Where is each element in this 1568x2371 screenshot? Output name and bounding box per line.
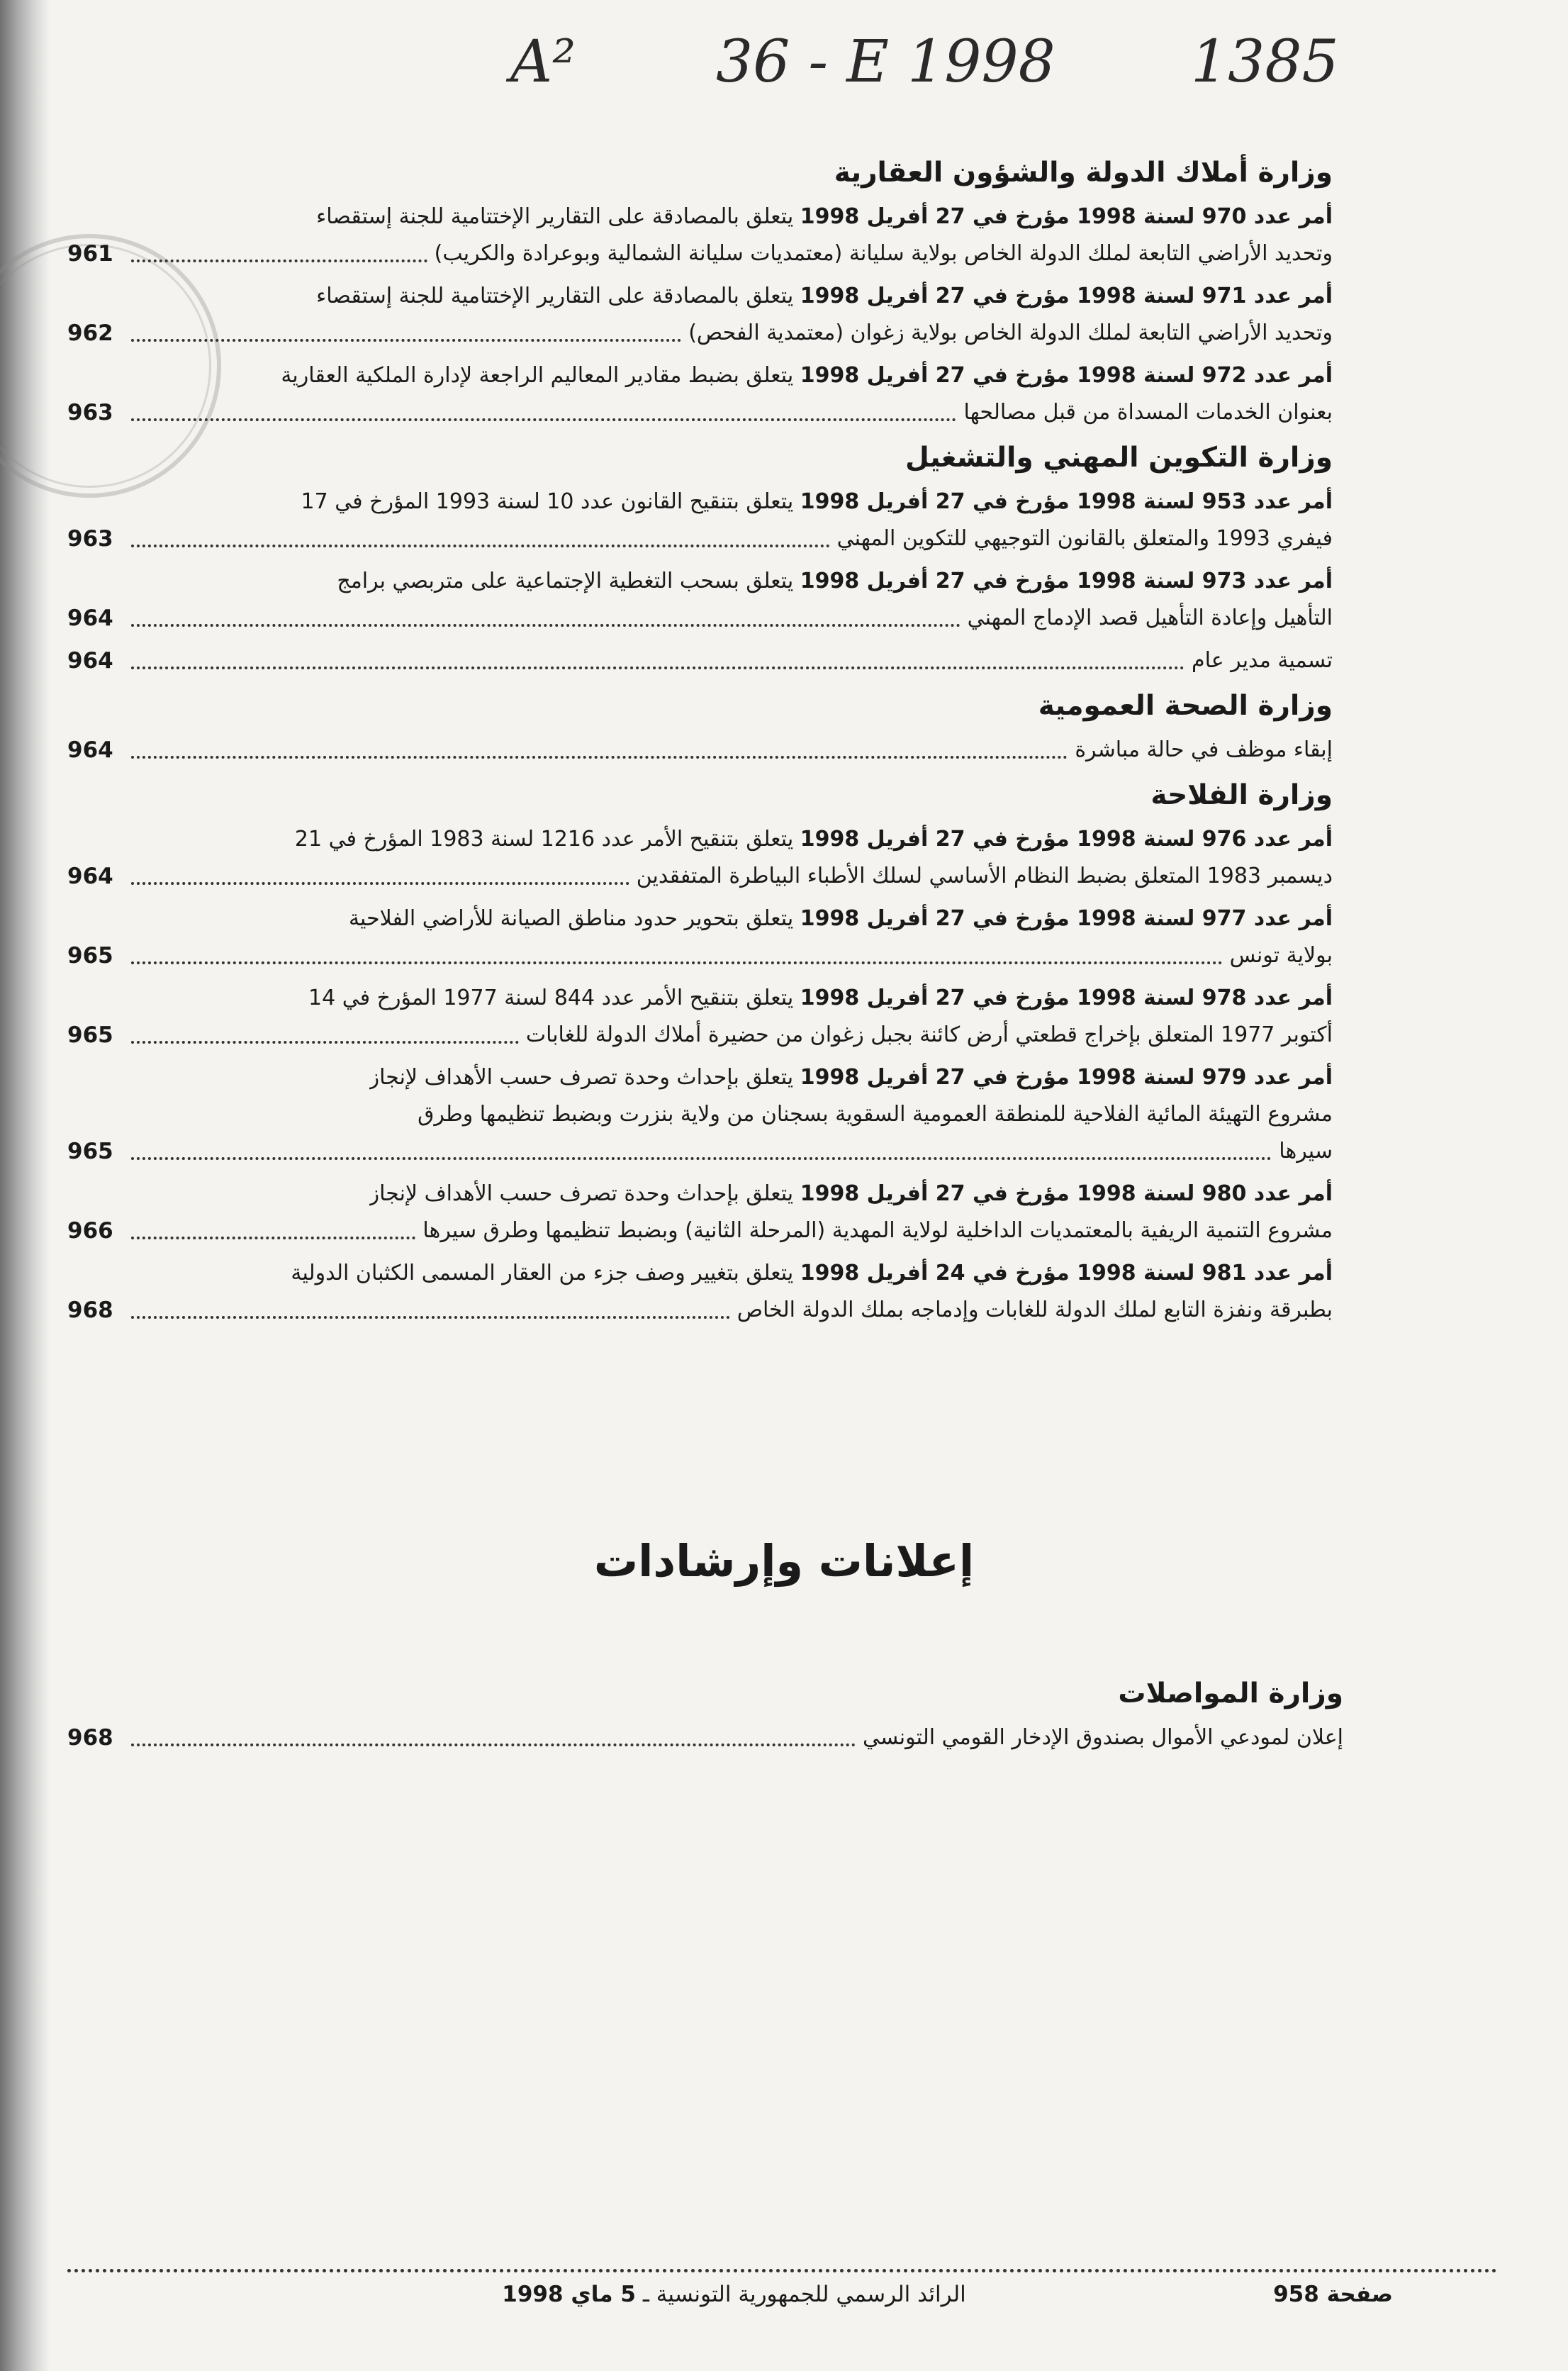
page-number: 964: [67, 864, 113, 889]
decree-text-continued: بعنوان الخدمات المسداة من قبل مصالحها: [963, 400, 1333, 425]
section-heading: وزارة الصحة العمومية: [1038, 690, 1333, 722]
list-item[interactable]: [67, 484, 1333, 557]
decree-text: يتعلق بتغيير وصف جزء من العقار المسمى الكثبان الدولية: [291, 1261, 794, 1285]
section-heading: وزارة الفلاحة: [1150, 779, 1333, 811]
list-item[interactable]: [67, 1255, 1333, 1329]
page-number: 961: [67, 241, 113, 267]
section-heading: وزارة أملاك الدولة والشؤون العقارية: [834, 157, 1333, 189]
footer-journal-name: الرائد الرسمي للجمهورية التونسية: [656, 2282, 966, 2307]
list-item[interactable]: [67, 980, 1333, 1054]
decree-text: يتعلق بتنقيح القانون عدد 10 لسنة 1993 المؤرخ في 17: [301, 489, 794, 514]
list-item[interactable]: [67, 900, 1333, 974]
decree-lead: أمر عدد 980 لسنة 1998 مؤرخ في 27 أفريل 1998: [800, 1181, 1333, 1206]
list-item[interactable]: [67, 1059, 1333, 1170]
page-number: 964: [67, 737, 113, 763]
decree-text-continued: بولاية تونس: [1229, 943, 1333, 968]
list-item[interactable]: [67, 732, 1333, 769]
decree-text: يتعلق بإحداث وحدة تصرف حسب الأهداف لإنجاز: [369, 1181, 794, 1206]
page-number: 965: [67, 943, 113, 969]
page-number: 962: [67, 320, 113, 346]
announcements-list: [67, 1670, 1343, 1762]
list-item[interactable]: [67, 1719, 1343, 1756]
list-item[interactable]: [67, 563, 1333, 637]
decree-lead: أمر عدد 976 لسنة 1998 مؤرخ في 27 أفريل 1998: [800, 827, 1333, 852]
footer-separator: ـ: [642, 2282, 649, 2307]
section-heading: وزارة التكوين المهني والتشغيل: [905, 442, 1333, 474]
decree-lead: أمر عدد 978 لسنة 1998 مؤرخ في 27 أفريل 1998: [800, 986, 1333, 1010]
decree-text: يتعلق بضبط مقادير المعاليم الراجعة لإدارة الملكية العقارية: [281, 363, 794, 388]
page-number: 964: [67, 606, 113, 631]
decree-text: يتعلق بإحداث وحدة تصرف حسب الأهداف لإنجاز: [369, 1065, 794, 1090]
page-number: 963: [67, 400, 113, 425]
decree-lead: أمر عدد 970 لسنة 1998 مؤرخ في 27 أفريل 1998: [800, 204, 1333, 229]
decree-lead: أمر عدد 971 لسنة 1998 مؤرخ في 27 أفريل 1998: [800, 284, 1333, 308]
decree-text-continued: بطبرقة ونفزة التابع لملك الدولة للغابات وإدماجه بملك الدولة الخاص: [737, 1298, 1333, 1322]
page-number: 968: [67, 1725, 113, 1751]
announcements-title: إعلانات وإرشادات: [593, 1535, 975, 1587]
section-heading: وزارة المواصلات: [1118, 1678, 1343, 1709]
decree-lead: أمر عدد 973 لسنة 1998 مؤرخ في 27 أفريل 1998: [800, 569, 1333, 593]
section-state-property: [67, 152, 1333, 431]
list-item[interactable]: [67, 642, 1333, 679]
section-agriculture: [67, 774, 1333, 1329]
decree-text: يتعلق بالمصادقة على التقارير الإختتامية للجنة إستقصاء: [316, 284, 794, 308]
page-footer: [67, 2282, 1393, 2307]
decree-text-continued: فيفري 1993 والمتعلق بالقانون التوجيهي للتكوين المهني: [836, 526, 1333, 551]
decree-text-continued: ديسمبر 1983 المتعلق بضبط النظام الأساسي لسلك الأطباء البياطرة المتفقدين: [636, 864, 1333, 888]
entry-text: إعلان لمودعي الأموال بصندوق الإدخار القومي التونسي: [862, 1725, 1343, 1750]
decree-text-continued: التأهيل وإعادة التأهيل قصد الإدماج المهني: [967, 606, 1333, 630]
list-item[interactable]: [67, 357, 1333, 431]
handwritten-ref-a: A²: [510, 28, 576, 96]
page-number: 966: [67, 1218, 113, 1244]
decree-lead: أمر عدد 972 لسنة 1998 مؤرخ في 27 أفريل 1998: [800, 363, 1333, 388]
table-of-contents: [67, 149, 1333, 1334]
entry-text: إبقاء موظف في حالة مباشرة: [1075, 737, 1333, 762]
handwritten-ref-c: 1385: [1191, 28, 1339, 96]
section-public-health: [67, 685, 1333, 769]
decree-text-continued: وتحديد الأراضي التابعة لملك الدولة الخاص بولاية زغوان (معتمدية الفحص): [688, 320, 1333, 345]
decree-text: يتعلق بالمصادقة على التقارير الإختتامية للجنة إستقصاء: [316, 204, 794, 229]
page-number: 968: [67, 1298, 113, 1323]
footer-page-label: صفحة 958: [1273, 2282, 1393, 2307]
decree-lead: أمر عدد 977 لسنة 1998 مؤرخ في 27 أفريل 1998: [800, 906, 1333, 931]
decree-text-end: سيرها: [1279, 1139, 1333, 1164]
page-number: 965: [67, 1139, 113, 1164]
decree-text: يتعلق بتنقيح الأمر عدد 1216 لسنة 1983 المؤرخ في 21: [294, 827, 794, 852]
decree-text-continued: مشروع التهيئة المائية الفلاحية للمنطقة العمومية السقوية بسجنان من ولاية بنزرت وبضبط تنظيمها وطرق: [418, 1102, 1333, 1127]
entry-text: تسمية مدير عام: [1192, 648, 1333, 673]
decree-text: يتعلق بسحب التغطية الإجتماعية على متربصي برامج: [337, 569, 794, 593]
decree-lead: أمر عدد 981 لسنة 1998 مؤرخ في 24 أفريل 1998: [800, 1261, 1333, 1285]
page-number: 964: [67, 648, 113, 674]
page-number: 965: [67, 1022, 113, 1048]
footer-divider: [67, 2269, 1497, 2272]
decree-text-continued: مشروع التنمية الريفية بالمعتمديات الداخلية لولاية المهدية (المرحلة الثانية) وبضبط تنظيمها وطرق سيرها: [422, 1218, 1333, 1243]
decree-text: يتعلق بتحوير حدود مناطق الصيانة للأراضي الفلاحية: [348, 906, 794, 931]
decree-text: يتعلق بتنقيح الأمر عدد 844 لسنة 1977 المؤرخ في 14: [308, 986, 794, 1010]
list-item[interactable]: [67, 1176, 1333, 1249]
decree-text-continued: وتحديد الأراضي التابعة لملك الدولة الخاص بولاية سليانة (معتمديات سليانة الشمالية وبوعرادة والكريب): [434, 241, 1333, 266]
decree-lead: أمر عدد 979 لسنة 1998 مؤرخ في 27 أفريل 1998: [800, 1065, 1333, 1090]
decree-lead: أمر عدد 953 لسنة 1998 مؤرخ في 27 أفريل 1998: [800, 489, 1333, 514]
footer-date: 5 ماي 1998: [502, 2282, 636, 2307]
decree-text-continued: أكتوبر 1977 المتعلق بإخراج قطعتي أرض كائنة بجبل زغوان من حضيرة أملاك الدولة للغابات: [525, 1022, 1333, 1047]
list-item[interactable]: [67, 821, 1333, 895]
handwritten-ref-b: 36 - E 1998: [716, 28, 1055, 96]
list-item[interactable]: [67, 278, 1333, 352]
list-item[interactable]: [67, 199, 1333, 272]
section-vocational-training: [67, 437, 1333, 679]
page-number: 963: [67, 526, 113, 552]
